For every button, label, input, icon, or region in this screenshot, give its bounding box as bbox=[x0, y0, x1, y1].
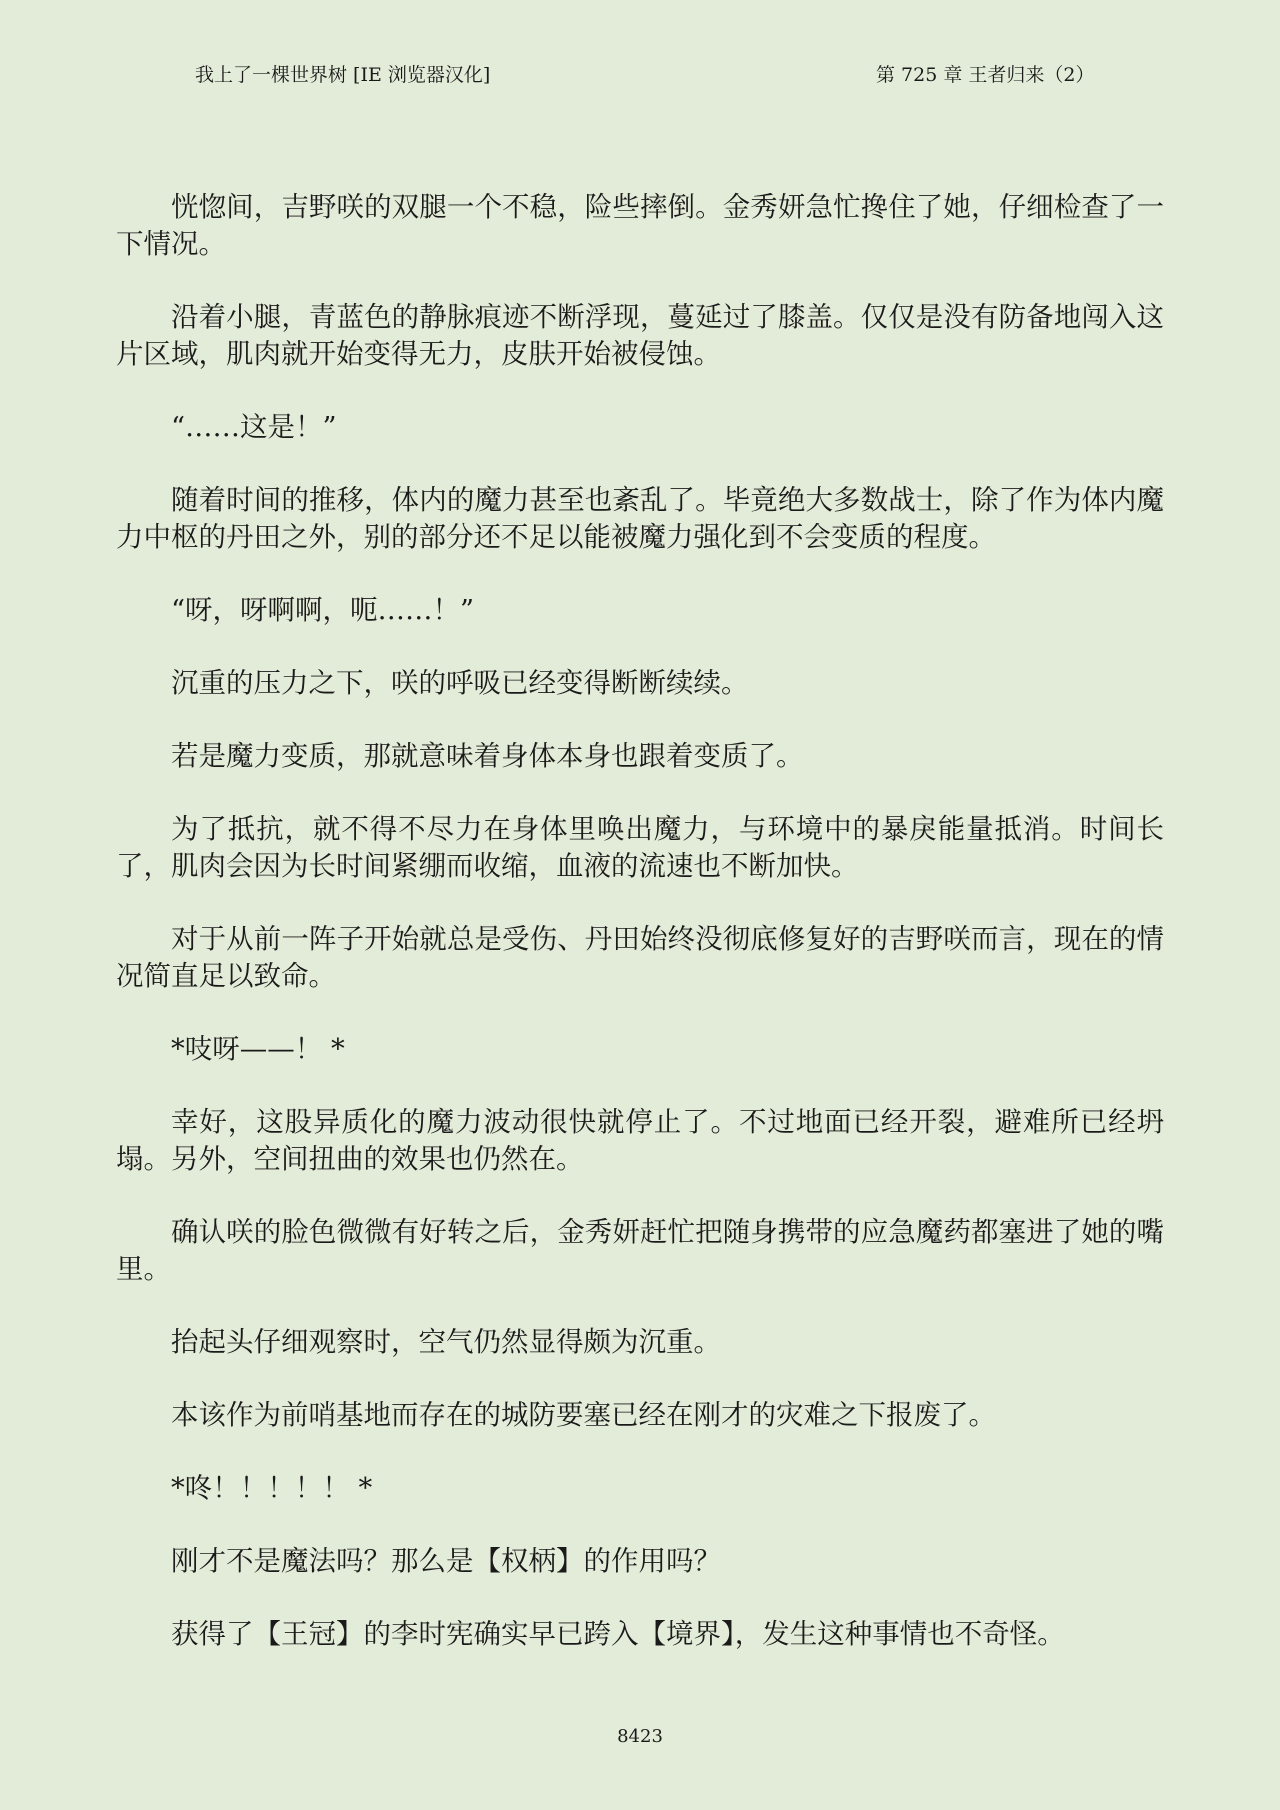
paragraph: 获得了【王冠】的李时宪确实早已跨入【境界】，发生这种事情也不奇怪。 bbox=[171, 1618, 1065, 1650]
paragraph: 对于从前一阵子开始就总是受伤、丹田始终没彻底修复好的吉野咲而言，现在的情况简直足以致命。 bbox=[116, 923, 1164, 992]
paragraph: 为了抵抗，就不得不尽力在身体里唤出魔力，与环境中的暴戾能量抵消。时间长了，肌肉会因为长时间紧绷而收缩，血液的流速也不断加快。 bbox=[116, 813, 1164, 882]
paragraph: 随着时间的推移，体内的魔力甚至也紊乱了。毕竟绝大多数战士，除了作为体内魔力中枢的丹田之外，别的部分还不足以能被魔力强化到不会变质的程度。 bbox=[116, 484, 1164, 553]
paragraph: 本该作为前哨基地而存在的城防要塞已经在刚才的灾难之下报废了。 bbox=[171, 1399, 996, 1431]
paragraph: 沉重的压力之下，咲的呼吸已经变得断断续续。 bbox=[171, 667, 749, 699]
page-header bbox=[0, 60, 1280, 90]
paragraph: 恍惚间，吉野咲的双腿一个不稳，险些摔倒。金秀妍急忙搀住了她，仔细检查了一下情况。 bbox=[116, 191, 1164, 260]
paragraph: 若是魔力变质，那就意味着身体本身也跟着变质了。 bbox=[171, 740, 804, 772]
book-title: 我上了一棵世界树 [IE 浏览器汉化] bbox=[195, 64, 491, 86]
paragraph: 刚才不是魔法吗？那么是【权柄】的作用吗？ bbox=[171, 1545, 721, 1577]
dialogue-paragraph: “……这是！” bbox=[171, 411, 337, 443]
sound-effect-paragraph: *咚！！！！！ * bbox=[171, 1472, 373, 1504]
paragraph: 确认咲的脸色微微有好转之后，金秀妍赶忙把随身携带的应急魔药都塞进了她的嘴里。 bbox=[116, 1216, 1164, 1285]
page-number: 8423 bbox=[617, 1726, 663, 1747]
paragraph: 幸好，这股异质化的魔力波动很快就停止了。不过地面已经开裂，避难所已经坍塌。另外，空间扭曲的效果也仍然在。 bbox=[116, 1106, 1164, 1175]
chapter-title: 第 725 章 王者归来（2） bbox=[876, 64, 1095, 86]
sound-effect-paragraph: *吱呀——！ * bbox=[171, 1033, 345, 1065]
paragraph: 沿着小腿，青蓝色的静脉痕迹不断浮现，蔓延过了膝盖。仅仅是没有防备地闯入这片区域，肌肉就开始变得无力，皮肤开始被侵蚀。 bbox=[116, 301, 1164, 370]
paragraph: 抬起头仔细观察时，空气仍然显得颇为沉重。 bbox=[171, 1326, 721, 1358]
dialogue-paragraph: “呀，呀啊啊，呃……！” bbox=[171, 594, 475, 626]
chapter-body bbox=[116, 189, 1164, 1689]
